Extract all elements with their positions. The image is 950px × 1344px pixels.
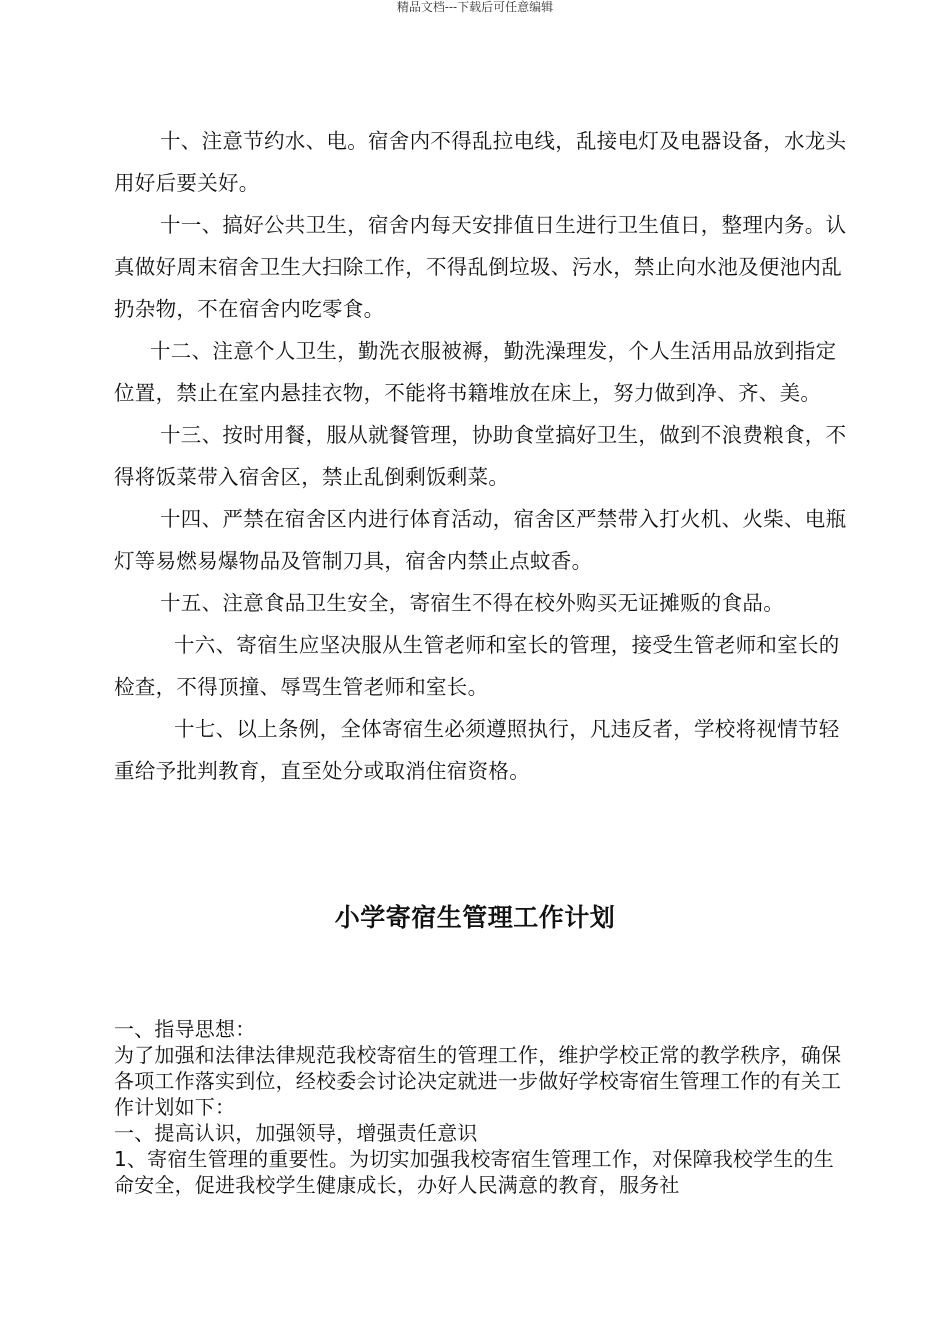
rule-14: 十四、严禁在宿舍区内进行体育活动，宿舍区严禁带入打火机、火柴、电瓶灯等易燃易爆物品及管制刀具，宿舍内禁止点蚊香。 bbox=[114, 507, 847, 573]
rule-10: 十、注意节约水、电。宿舍内不得乱拉电线，乱接电灯及电器设备，水龙头用好后要关好。 bbox=[114, 129, 847, 195]
rule-15: 十五、注意食品卫生安全，寄宿生不得在校外购买无证摊贩的食品。 bbox=[160, 591, 784, 615]
rule-11: 十一、搞好公共卫生，宿舍内每天安排值日生进行卫生值日，整理内务。认真做好周末宿舍卫生大扫除工作，不得乱倒垃圾、污水，禁止向水池及便池内乱扔杂物，不在宿舍内吃零食。 bbox=[114, 213, 847, 321]
plan-body bbox=[114, 1016, 850, 1198]
plan-paragraph-intro: 为了加强和法律法律规范我校寄宿生的管理工作，维护学校正常的教学秩序，确保各项工作落实到位，经校委会讨论决定就进一步做好学校寄宿生管理工作的有关工作计划如下： bbox=[114, 1043, 842, 1119]
plan-heading-awareness: 一、提高认识，加强领导，增强责任意识 bbox=[114, 1121, 478, 1145]
rule-17: 十七、以上条例，全体寄宿生必须遵照执行，凡违反者，学校将视情节轻重给予批判教育，直至处分或取消住宿资格。 bbox=[114, 717, 840, 783]
plan-paragraph-importance: 1、寄宿生管理的重要性。为切实加强我校寄宿生管理工作，对保障我校学生的生命安全，促进我校学生健康成长，办好人民满意的教育，服务社 bbox=[114, 1147, 834, 1197]
rule-12: 十二、注意个人卫生，勤洗衣服被褥，勤洗澡理发，个人生活用品放到指定位置，禁止在室内悬挂衣物，不能将书籍堆放在床上，努力做到净、齐、美。 bbox=[114, 339, 837, 405]
plan-heading-guiding-thought: 一、指导思想： bbox=[114, 1017, 256, 1041]
rule-13: 十三、按时用餐，服从就餐管理，协助食堂搞好卫生，做到不浪费粮食，不得将饭菜带入宿舍区，禁止乱倒剩饭剩菜。 bbox=[114, 423, 847, 489]
rules-section bbox=[114, 120, 854, 792]
page-header-note: 精品文档---下载后可任意编辑 bbox=[396, 0, 554, 14]
rule-16: 十六、寄宿生应坚决服从生管老师和室长的管理，接受生管老师和室长的检查，不得顶撞、辱骂生管老师和室长。 bbox=[114, 633, 840, 699]
plan-title: 小学寄宿生管理工作计划 bbox=[334, 903, 616, 932]
